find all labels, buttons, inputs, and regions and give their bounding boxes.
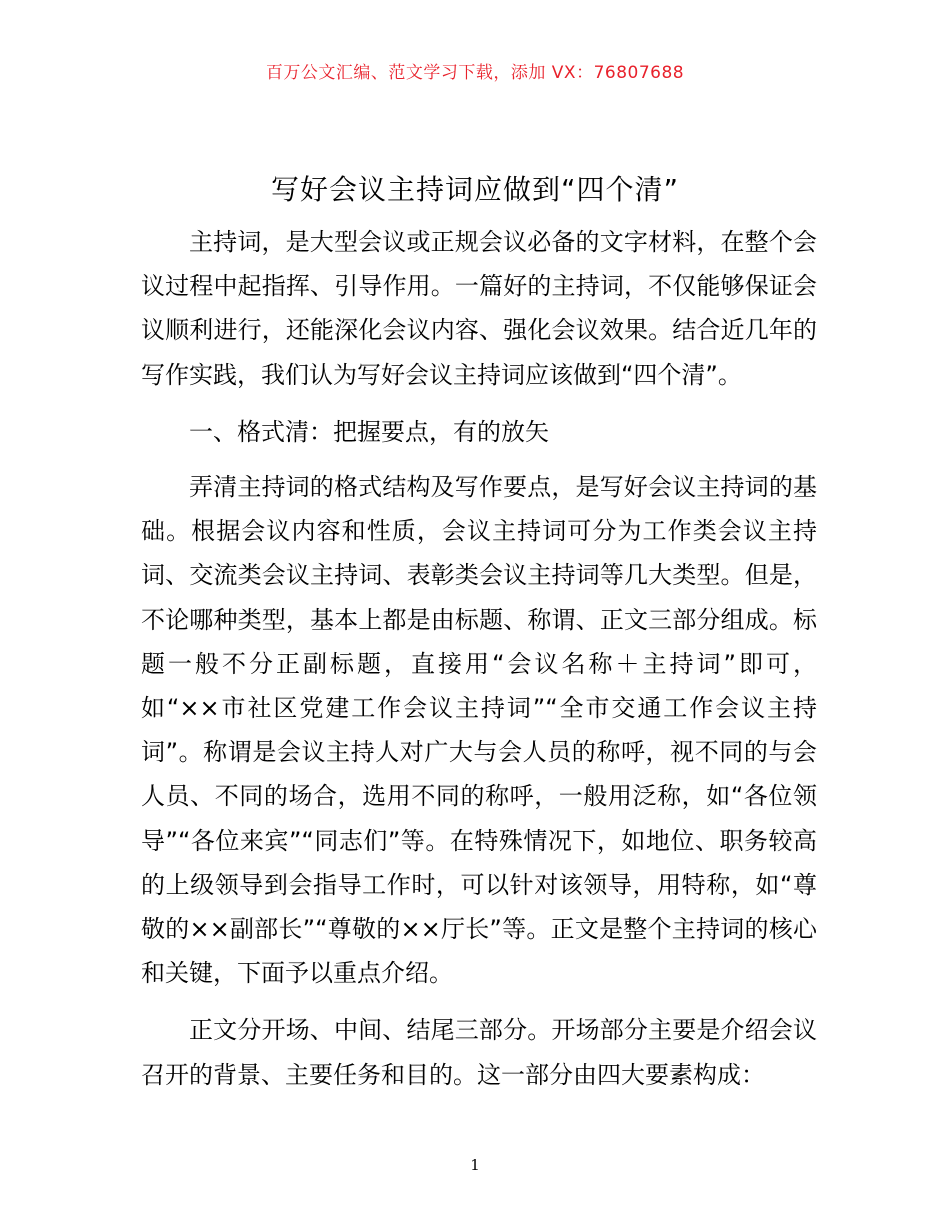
document-body xyxy=(141,220,817,1110)
section-heading-1: 一、格式清：把握要点，有的放矢 xyxy=(189,417,549,446)
document-title: 写好会议主持词应做到“四个清” xyxy=(270,173,679,206)
page-number: 1 xyxy=(470,1156,480,1174)
paragraph-format: 弄清主持词的格式结构及写作要点，是写好会议主持词的基础。根据会议内容和性质，会议主持词可分为工作类会议主持词、交流类会议主持词、表彰类会议主持词等几大类型。但是，不论哪种类型，基本上都是由标题、称谓、正文三部分组成。标题一般不分正副标题，直接用“会议名称＋主持词”即可，如“××市社区党建工作会议主持词”“全市交通工作会议主持词”。称谓是会议主持人对广大与会人员的称呼，视不同的与会人员、不同的场合，选用不同的称呼，一般用泛称，如“各位领导”“各位来宾”“同志们”等。在特殊情况下，如地位、职务较高的上级领导到会指导工作时，可以针对该领导，用特称，如“尊敬的××副部长”“尊敬的××厅长”等。正文是整个主持词的核心和关键，下面予以重点介绍。 xyxy=(141,473,817,988)
paragraph-intro: 主持词，是大型会议或正规会议必备的文字材料，在整个会议过程中起指挥、引导作用。一篇好的主持词，不仅能够保证会议顺利进行，还能深化会议内容、强化会议效果。结合近几年的写作实践，我们认为写好会议主持词应该做到“四个清”。 xyxy=(141,228,817,389)
paragraph-body-structure: 正文分开场、中间、结尾三部分。开场部分主要是介绍会议召开的背景、主要任务和目的。这一部分由四大要素构成： xyxy=(141,1016,817,1089)
header-watermark-note: 百万公文汇编、范文学习下载，添加 VX：76807688 xyxy=(265,63,685,83)
